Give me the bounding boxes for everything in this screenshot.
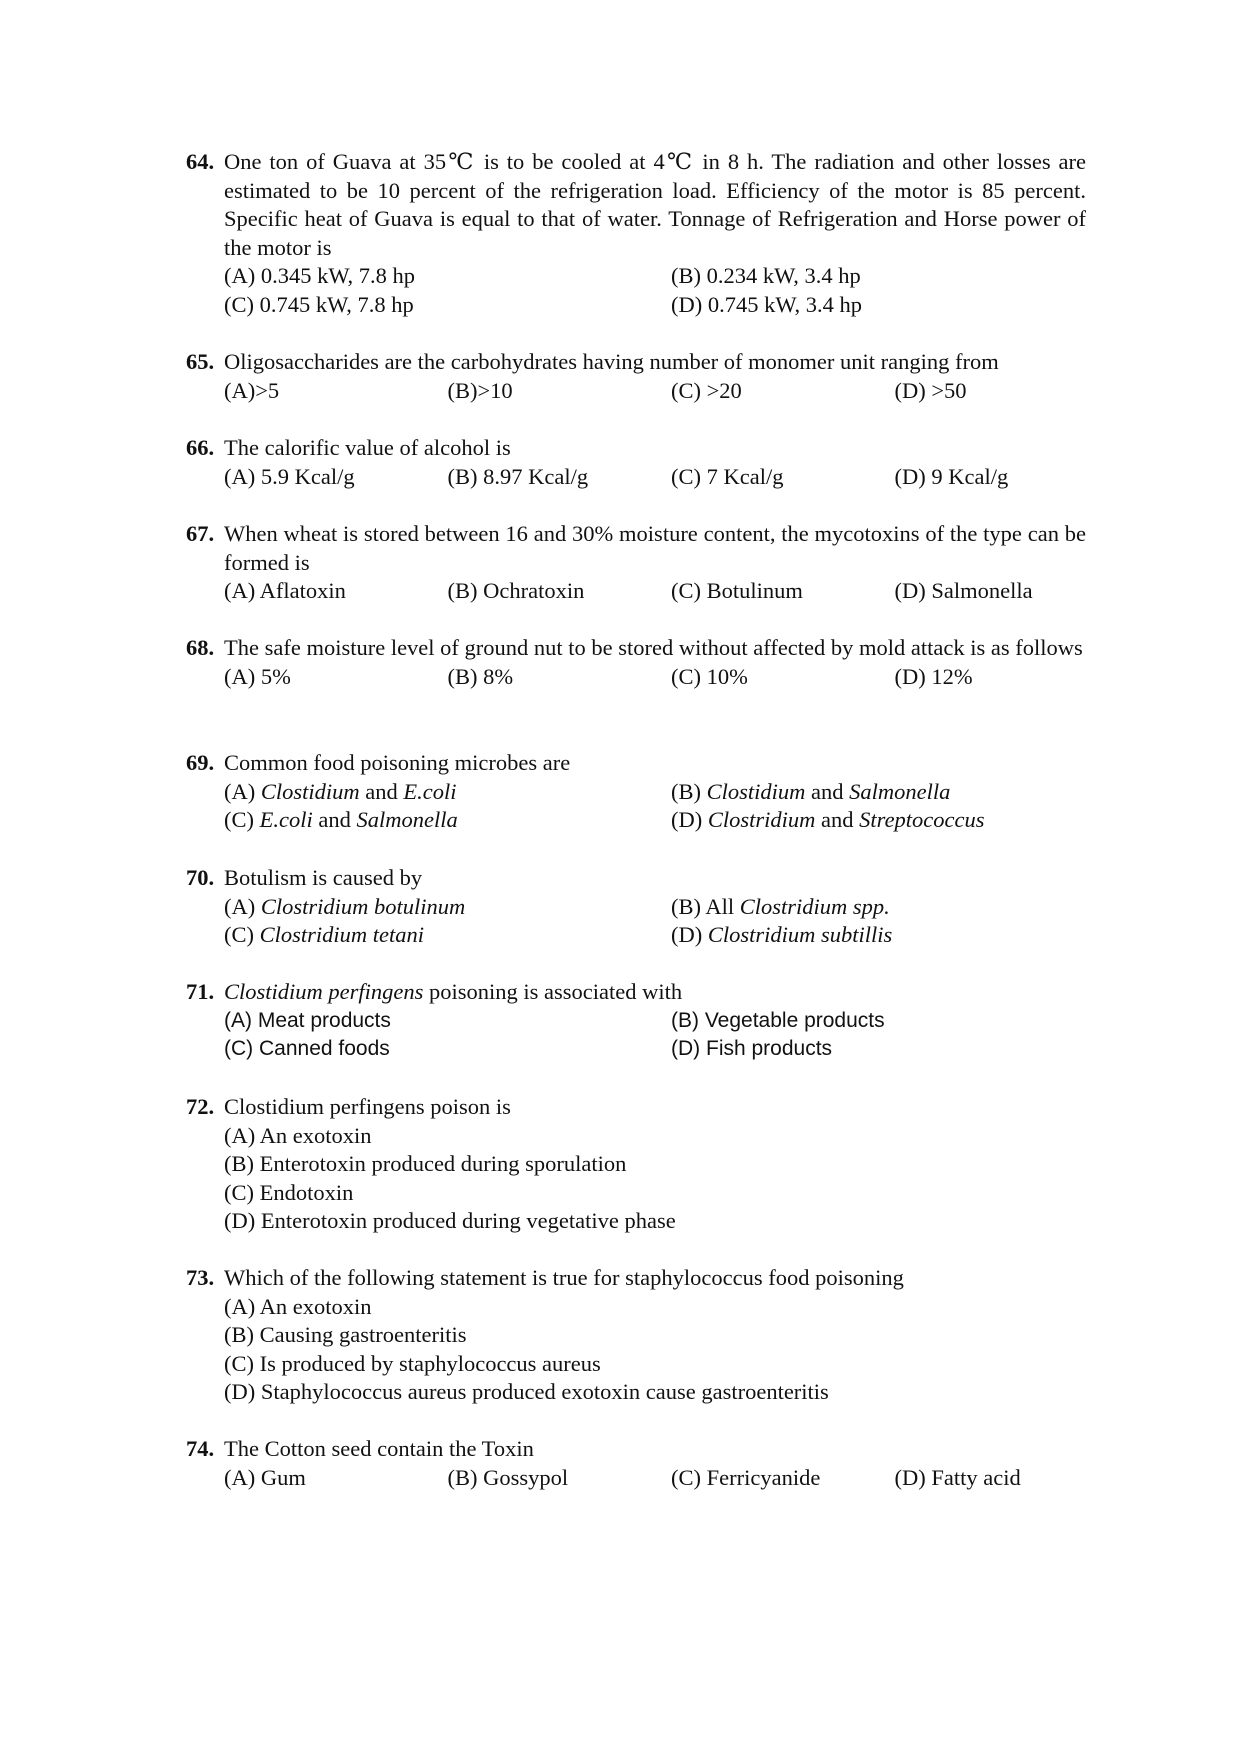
option-a: (A) An exotoxin <box>224 1122 372 1148</box>
question-number: 70. <box>186 865 215 890</box>
question-text: Which of the following statement is true for staphylococcus food poisoning <box>224 1265 904 1290</box>
option-b: (B) All Clostridium spp. <box>671 893 890 919</box>
option-a: (A) An exotoxin <box>224 1293 372 1319</box>
option-d: (D) Clostridium and Streptococcus <box>671 807 985 833</box>
question-text: The Cotton seed contain the Toxin <box>224 1436 534 1461</box>
question-number: 68. <box>186 635 215 660</box>
question-number: 74. <box>186 1436 215 1461</box>
option-b: (B) Causing gastroenteritis <box>224 1322 467 1348</box>
option-d: (D) Fatty acid <box>894 1464 1021 1490</box>
question-text: One ton of Guava at 35℃ is to be cooled at 4℃ in 8 h. The radiation and other losses are estimated to be 10 percent of the refrigeration load. Efficiency of the motor is 85 percent. Specific heat of Guava is equal to that of water. Tonnage of Refrigeration and Horse power of the motor is <box>224 149 1086 260</box>
option-b: (B) Clostidium and Salmonella <box>671 778 951 804</box>
question-74 <box>186 1435 1086 1492</box>
option-c: (C) 0.745 kW, 7.8 hp <box>224 291 414 317</box>
option-a: (A) Meat products <box>224 1008 391 1032</box>
option-d: (D) Clostridium subtillis <box>671 922 893 948</box>
option-d: (D) >50 <box>894 377 967 403</box>
option-b: (B) Gossypol <box>447 1464 569 1490</box>
question-text: The calorific value of alcohol is <box>224 435 511 460</box>
question-72 <box>186 1093 1086 1236</box>
question-text: Common food poisoning microbes are <box>224 750 571 775</box>
option-c: (C) Clostridium tetani <box>224 922 425 948</box>
question-65 <box>186 348 1086 405</box>
question-69 <box>186 749 1086 835</box>
option-c: (C) Ferricyanide <box>671 1464 821 1490</box>
option-c: (C) Botulinum <box>671 578 803 604</box>
option-c: (C) Canned foods <box>224 1037 390 1061</box>
option-a: (A) 5.9 Kcal/g <box>224 463 355 489</box>
question-text: Clostidium perfingens poisoning is associated with <box>224 979 683 1004</box>
option-d: (D) Staphylococcus aureus produced exotoxin cause gastroenteritis <box>224 1379 829 1405</box>
question-text: Botulism is caused by <box>224 865 423 890</box>
option-b: (B) Enterotoxin produced during sporulation <box>224 1151 627 1177</box>
option-d: (D) Enterotoxin produced during vegetative phase <box>224 1208 676 1234</box>
option-a: (A)>5 <box>224 377 280 403</box>
option-b: (B) 8% <box>447 663 514 689</box>
question-66 <box>186 434 1086 491</box>
question-number: 67. <box>186 521 215 546</box>
option-a: (A) 5% <box>224 663 291 689</box>
option-c: (C) Endotoxin <box>224 1179 354 1205</box>
question-number: 72. <box>186 1094 215 1119</box>
option-a: (A) Clostridium botulinum <box>224 893 466 919</box>
option-a: (A) Aflatoxin <box>224 578 346 604</box>
option-d: (D) Fish products <box>671 1037 833 1061</box>
option-b: (B) 8.97 Kcal/g <box>447 463 589 489</box>
option-d: (D) 0.745 kW, 3.4 hp <box>671 291 863 317</box>
question-68 <box>186 634 1086 691</box>
question-70 <box>186 864 1086 950</box>
option-d: (D) 12% <box>894 663 973 689</box>
question-67 <box>186 520 1086 606</box>
option-c: (C) 7 Kcal/g <box>671 463 784 489</box>
option-b: (B) 0.234 kW, 3.4 hp <box>671 263 861 289</box>
question-number: 66. <box>186 435 215 460</box>
question-64 <box>186 148 1086 320</box>
question-text: When wheat is stored between 16 and 30% moisture content, the mycotoxins of the type can be formed is <box>224 521 1086 575</box>
question-number: 73. <box>186 1265 215 1290</box>
option-d: (D) 9 Kcal/g <box>894 463 1009 489</box>
question-text: Oligosaccharides are the carbohydrates having number of monomer unit ranging from <box>224 349 999 374</box>
option-b: (B)>10 <box>447 377 513 403</box>
option-c: (C) Is produced by staphylococcus aureus <box>224 1350 601 1376</box>
question-number: 65. <box>186 349 215 374</box>
option-c: (C) >20 <box>671 377 742 403</box>
option-a: (A) Clostidium and E.coli <box>224 778 457 804</box>
question-number: 64. <box>186 149 215 174</box>
question-73 <box>186 1264 1086 1407</box>
option-c: (C) 10% <box>671 663 748 689</box>
question-71 <box>186 978 1086 1064</box>
option-c: (C) E.coli and Salmonella <box>224 807 458 833</box>
question-number: 71. <box>186 979 215 1004</box>
option-d: (D) Salmonella <box>894 578 1033 604</box>
option-b: (B) Ochratoxin <box>447 578 585 604</box>
question-text: The safe moisture level of ground nut to be stored without affected by mold attack is as follows <box>224 635 1083 660</box>
option-a: (A) 0.345 kW, 7.8 hp <box>224 263 416 289</box>
option-a: (A) Gum <box>224 1464 306 1490</box>
question-text: Clostidium perfingens poison is <box>224 1094 511 1119</box>
option-b: (B) Vegetable products <box>671 1008 885 1032</box>
question-number: 69. <box>186 750 215 775</box>
